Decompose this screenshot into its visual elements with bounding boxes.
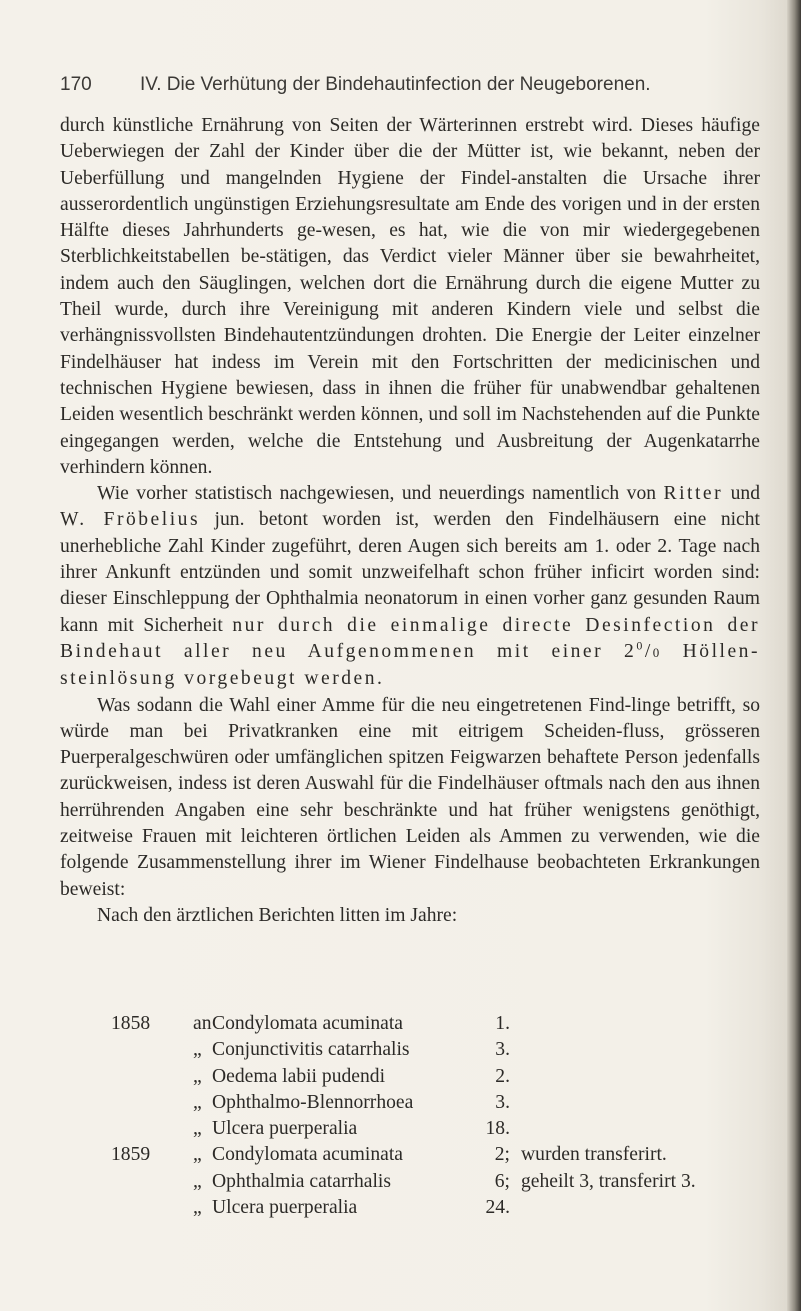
table-row <box>111 1064 761 1090</box>
body-text <box>60 113 760 929</box>
paragraph: durch künstliche Ernährung von Seiten der Wärterinnen erstrebt wird. Dieses häufige Ueberwiegen der Zahl der Kinder über die der Mütter ist, wie bekannt, neben der Ueberfüllung und mangelnden Hygiene der Findel-anstalten die Ursache ihrer ausserordentlich ungünstigen Erziehungsresultate am Ende des vorigen und in der ersten Hälfte dieses Jahrhunderts ge-wesen, es hat, wie die von mir wiedergegebenen Sterblichkeitstabellen be-stätigen, das Verdict vieler Männer über sie bewahrheitet, indem auch den Säuglingen, welchen dort die Ernährung durch die eigene Mutter zu Theil wurde, durch ihre Vereinigung mit anderen Kindern viele und selbst die verhängnissvollsten Bindehautentzündungen drohten. Die Energie der Leiter einzelner Findelhäuser hat indess im Verein mit den Fortschritten der medicinischen und technischen Hygiene bewiesen, dass in ihnen die früher für unabwendbar gehaltenen Leiden wesentlich beschränkt werden können, und soll im Nachstehenden auf die Punkte eingegangen werden, welche die Entstehung und Ausbreitung der Augenkatarrhe verhindern können. <box>60 115 760 478</box>
year-cell: 1859 <box>111 1144 151 1166</box>
count-cell: 2; <box>494 1144 510 1166</box>
ditto-cell: an <box>193 1013 212 1034</box>
percent-slash: / <box>644 640 653 662</box>
disease-cell: Oedema labii pudendi <box>212 1065 386 1087</box>
note-cell: wurden transferirt. <box>521 1144 667 1166</box>
count-cell: 2. <box>495 1065 510 1087</box>
table-row <box>111 1037 761 1063</box>
chapter-title: IV. Die Verhütung der Bindehautinfection der Neugeborenen. <box>140 74 651 95</box>
ditto-cell: „ <box>193 1144 202 1166</box>
ditto-cell: „ <box>193 1039 202 1061</box>
year-cell: 1858 <box>111 1013 151 1034</box>
count-cell: 3. <box>495 1039 510 1061</box>
table-row <box>111 1116 761 1142</box>
percent-subscript: 0 <box>652 644 662 660</box>
text-span: Wie vorher statistisch nachgewiesen, und neuerdings namentlich von <box>97 483 664 505</box>
ditto-cell: „ <box>193 1118 202 1140</box>
disease-cell: Condylomata acuminata <box>212 1144 403 1166</box>
ditto-cell: „ <box>193 1091 202 1113</box>
paragraph <box>60 481 760 692</box>
disease-cell: Ulcera puerperalia <box>212 1118 358 1140</box>
disease-cell: Conjunctivitis catarrhalis <box>212 1039 410 1061</box>
percent-superscript: 0 <box>636 638 645 653</box>
note-cell: geheilt 3, transferirt 3. <box>521 1170 696 1192</box>
disease-cell: Ophthalmo-Blennorrhoea <box>212 1091 414 1113</box>
disease-table <box>111 1011 761 1221</box>
disease-cell: Ophthalmia catarrhalis <box>212 1170 391 1192</box>
paragraph: Was sodann die Wahl einer Amme für die neu eingetretenen Find-linge betrifft, so würde man bei Privatkranken eine mit eitrigem Scheiden-fluss, grösseren Puerperalgeschwüren oder umfänglichen spitzen Feigwarzen behaftete Person jedenfalls zurückweisen, indess ist deren Auswahl für die Findelhäuser oftmals nach den aus ihnen herrührenden Angaben eine sehr beschränkte und hat früher wenigstens genöthigt, zeitweise Frauen mit leichteren örtlichen Leiden als Ammen zu verwenden, wie die folgende Zusammenstellung ihrer im Wiener Findelhause beobachteten Erkrankungen beweist: <box>60 694 760 900</box>
disease-cell: Condylomata acuminata <box>212 1013 403 1034</box>
count-cell: 6; <box>494 1170 510 1192</box>
table-row <box>111 1169 761 1195</box>
count-cell: 3. <box>495 1091 510 1113</box>
text-span: jun. betont worden ist, werden den Findelhäusern eine nicht unerhebliche Zahl Kinder zugeführt, deren Augen sich bereits am 1. oder 2. Tage nach ihrer Ankunft entzünden und somit unzweifelhaft schon früher inficirt worden sind: dieser Einschleppung der Ophthalmia neonatorum in einen vorher ganz gesunden Raum kann mit Sicherheit <box>60 509 760 636</box>
count-cell: 18. <box>485 1118 510 1140</box>
disease-cell: Ulcera puerperalia <box>212 1197 358 1219</box>
table-row <box>111 1011 761 1037</box>
emphasized-text: Höllen-steinlösung vorgebeugt werden. <box>60 640 760 690</box>
ditto-cell: „ <box>193 1197 202 1219</box>
emphasized-text: nur durch die einmalige directe Desinfection der Bindehaut aller neu Aufgenommenen mit einer 2 <box>60 614 760 662</box>
author-name: Ritter <box>663 483 724 505</box>
table-row <box>111 1142 761 1168</box>
ditto-cell: „ <box>193 1065 202 1087</box>
author-name: W. Fröbelius <box>60 509 201 531</box>
text-span: und <box>723 483 760 505</box>
count-cell: 1. <box>495 1013 510 1034</box>
page-number: 170 <box>60 74 92 95</box>
ditto-cell: „ <box>193 1170 202 1192</box>
table-row <box>111 1090 761 1116</box>
page-header <box>60 74 760 104</box>
table-row <box>111 1195 761 1221</box>
count-cell: 24. <box>485 1197 510 1219</box>
paragraph: Nach den ärztlichen Berichten litten im Jahre: <box>97 904 458 926</box>
page-edge <box>787 0 801 1311</box>
